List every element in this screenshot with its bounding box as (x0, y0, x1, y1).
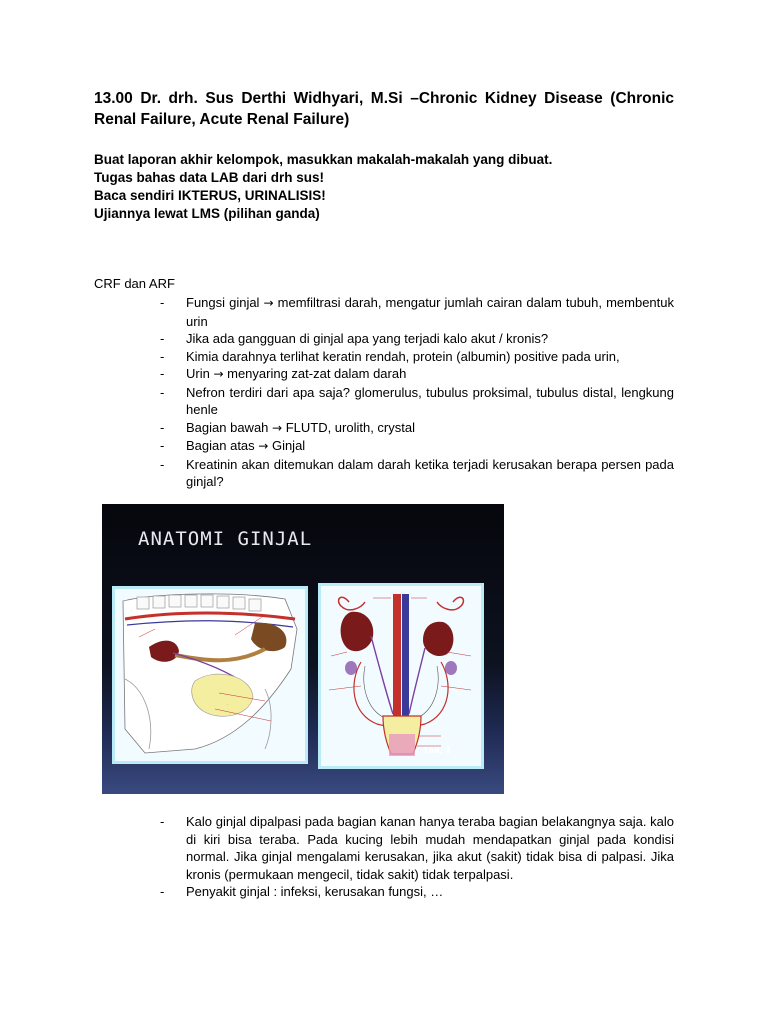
list-item-text: Kalo ginjal dipalpasi pada bagian kanan hanya teraba bagian belakangnya saja. kalo di kiri bisa teraba. Pada kucing lebih mudah mendapatkan ginjal pada kondisi normal. Jika ginjal mengalami kerusakan, jika akut (sakit) tidak bisa di palpasi. Jika kronis (permukaan mengecil, tidak sakit) tidak terpalpasi. (186, 814, 674, 882)
arrow-down-icon: ⬇ (444, 745, 453, 755)
task-line: Baca sendiri IKTERUS, URINALISIS! (94, 188, 326, 203)
task-line: Ujiannya lewat LMS (pilihan ganda) (94, 206, 320, 221)
lateral-anatomy-drawing (115, 589, 305, 761)
list-item (160, 437, 674, 456)
arrow-icon: → (258, 439, 269, 453)
lateral-anatomy-illustration (112, 586, 308, 764)
dash-bullet: - (160, 456, 165, 472)
document-title: 13.00 Dr. drh. Sus Derthi Widhyari, M.Si –Chronic Kidney Disease (Chronic Renal Failure, Acute Renal Failure) (94, 90, 674, 128)
svg-text:.: . (131, 608, 132, 612)
list-item-text: menyaring zat-zat dalam darah (223, 366, 407, 381)
list-item (160, 813, 674, 883)
slide-title: ANATOMI GINJAL (138, 528, 313, 550)
dash-bullet: - (160, 384, 165, 400)
list-item-text: Nefron terdiri dari apa saja? glomerulus, tubulus proksimal, tubulus distal, lengkung henle (186, 384, 674, 417)
list-item-text: Kimia darahnya terlihat keratin rendah, protein (albumin) positive pada urin, (186, 348, 620, 364)
list-item-text: Fungsi ginjal (186, 295, 264, 310)
list-item (160, 419, 674, 438)
dash-bullet: - (160, 295, 165, 310)
task-list (94, 151, 674, 223)
section-heading: CRF dan ARF (94, 276, 175, 291)
list-item (160, 456, 674, 491)
list-item (160, 330, 674, 348)
tail-label: TAIL ⬇ (423, 745, 453, 755)
anatomy-slide-image (94, 504, 504, 794)
task-line: Tugas bahas data LAB dari drh sus! (94, 170, 325, 185)
dash-bullet: - (160, 814, 165, 829)
ventral-anatomy-drawing (321, 586, 481, 766)
bullet-list-palpation (160, 813, 674, 901)
svg-text:.: . (227, 702, 228, 706)
bullet-list-crf-arf (160, 294, 674, 491)
list-item (160, 294, 674, 330)
list-item (160, 384, 674, 419)
task-line: Buat laporan akhir kelompok, masukkan makalah-makalah yang dibuat. (94, 152, 553, 167)
list-item-text: Kreatinin akan ditemukan dalam darah ketika terjadi kerusakan berapa persen pada ginjal? (186, 456, 674, 489)
list-item-text: Bagian atas (186, 438, 259, 453)
list-item (160, 365, 674, 384)
list-item-text: Penyakit ginjal : infeksi, kerusakan fungsi, … (186, 884, 444, 899)
list-item-text: Urin (186, 366, 214, 381)
list-item (160, 348, 674, 366)
ventral-anatomy-illustration (318, 583, 484, 769)
dash-bullet: - (160, 438, 165, 453)
dash-bullet: - (160, 366, 165, 381)
arrow-icon: → (213, 367, 224, 381)
dash-bullet: - (160, 419, 165, 435)
list-item-text: Ginjal (268, 438, 306, 453)
arrow-icon: → (263, 296, 274, 310)
dash-bullet: - (160, 348, 165, 364)
list-item-text: memfiltrasi darah, mengatur jumlah cairan dalam tubuh, membentuk urin (186, 295, 674, 329)
list-item-text: Bagian bawah (186, 419, 273, 435)
list-item (160, 883, 674, 901)
arrow-icon: → (272, 420, 283, 435)
slide-edge (94, 504, 102, 794)
dash-bullet: - (160, 331, 165, 346)
list-item-text: FLUTD, urolith, crystal (282, 419, 415, 435)
dash-bullet: - (160, 884, 165, 899)
list-item-text: Jika ada gangguan di ginjal apa yang terjadi kalo akut / kronis? (186, 331, 549, 346)
